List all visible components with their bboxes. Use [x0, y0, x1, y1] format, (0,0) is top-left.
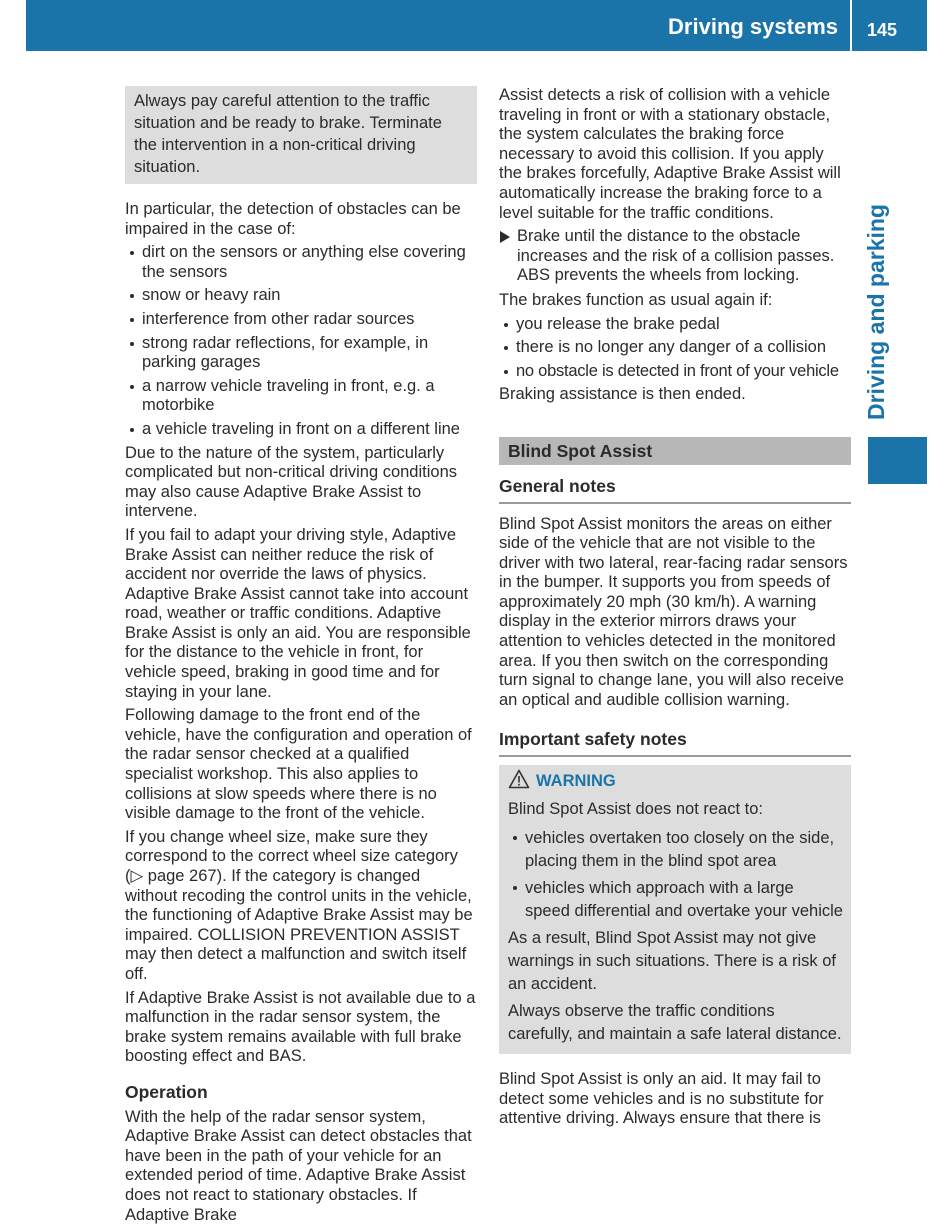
- closing-text: Blind Spot Assist is only an aid. It may fail to detect some vehicles and is no substitute for attentive driving. Always ensure that there is: [499, 1070, 824, 1128]
- bullet-icon: [130, 294, 134, 298]
- instruction-step: Brake until the distance to the obstacle increases and the risk of a collision passes. ABS prevents the wheels from locking.: [499, 227, 851, 286]
- general-notes-heading: General notes: [499, 477, 851, 504]
- paragraph: If you fail to adapt your driving style, Adaptive Brake Assist can neither reduce the risk of accident nor override the laws of physics. Adaptive Brake Assist cannot take into account road, weather or traffic conditions. Adaptive Brake Assist is only an aid. You are responsible for the distance to the vehicle in front, for vehicle speed, braking in good time and for staying in your lane.: [125, 525, 471, 701]
- list-item: vehicles which approach with a large speed differential and overtake your vehicle: [508, 877, 843, 923]
- detection-intro: In particular, the detection of obstacles can be impaired in the case of:: [125, 200, 461, 238]
- warning-paragraph: Always observe the traffic conditions carefully, and maintain a safe lateral distance.: [508, 1002, 842, 1044]
- bullet-icon: [513, 836, 517, 840]
- notice-box: Always pay careful attention to the traffic situation and be ready to brake. Terminate the intervention in a non-critical driving situation.: [125, 86, 477, 184]
- warning-list: [508, 827, 843, 923]
- list-item: a narrow vehicle traveling in front, e.g. a motorbike: [125, 377, 477, 416]
- warning-label: WARNING: [536, 772, 616, 791]
- list-item: a vehicle traveling in front on a different line: [125, 420, 477, 440]
- bullet-icon: [130, 251, 134, 255]
- bullet-icon: [504, 346, 508, 350]
- paragraph: If you change wheel size, make sure they correspond to the correct wheel size category (▷ page 267). If the category is changed without recoding the control units in the vehicle, the functioning of Adaptive Brake Assist may be impaired. COLLISION PREVENTION ASSIST may then detect a malfunction and switch itself off.: [125, 827, 473, 983]
- brakes-list: [499, 315, 851, 382]
- step-arrow-icon: [500, 231, 510, 243]
- list-item: interference from other radar sources: [125, 310, 477, 330]
- chapter-tab-label: Driving and parking: [863, 204, 889, 420]
- bullet-icon: [504, 370, 508, 374]
- braking-ended: Braking assistance is then ended.: [499, 385, 746, 404]
- chapter-tab-marker: [868, 437, 927, 484]
- list-item: you release the brake pedal: [499, 315, 851, 335]
- paragraph: If Adaptive Brake Assist is not available due to a malfunction in the radar sensor system, the brake system remains available with full brake boosting effect and BAS.: [125, 988, 476, 1066]
- warning-triangle-icon: [508, 769, 530, 789]
- bullet-icon: [513, 886, 517, 890]
- section-title-header: Driving systems: [668, 14, 838, 39]
- bullet-icon: [130, 385, 134, 389]
- warning-paragraph: As a result, Blind Spot Assist may not give warnings in such situations. There is a risk of an accident.: [508, 929, 837, 994]
- general-notes-text: Blind Spot Assist monitors the areas on either side of the vehicle that are not visible to the driver with two lateral, rear-facing radar sensors in the bumper. It supports you from speeds of approximately 20 mph (30 km/h). A warning display in the exterior mirrors draws your attention to vehicles detected in the monitored area. If you then switch on the corresponding turn signal to change lane, you will also receive an optical and audible collision warning.: [499, 514, 848, 709]
- warning-box: [499, 765, 851, 1054]
- safety-notes-heading: Important safety notes: [499, 730, 851, 757]
- left-column: [125, 86, 477, 1229]
- bullet-icon: [504, 323, 508, 327]
- right-column: [499, 86, 851, 1133]
- bullet-icon: [130, 342, 134, 346]
- list-item: there is no longer any danger of a collision: [499, 338, 851, 358]
- operation-heading: Operation: [125, 1081, 208, 1102]
- paragraph: Due to the nature of the system, particularly complicated but non-critical driving conditions may also cause Adaptive Brake Assist to intervene.: [125, 443, 457, 521]
- paragraph: Following damage to the front end of the vehicle, have the configuration and operation of the radar sensor checked at a qualified specialist workshop. This also applies to collisions at slow speeds where there is no visible damage to the front of the vehicle.: [125, 706, 472, 823]
- list-item: no obstacle is detected in front of your vehicle: [499, 362, 851, 382]
- list-item: snow or heavy rain: [125, 286, 477, 306]
- list-item: dirt on the sensors or anything else covering the sensors: [125, 243, 477, 282]
- detection-list: [125, 243, 477, 439]
- paragraph: Assist detects a risk of collision with a vehicle traveling in front or with a stationary obstacle, the system calculates the braking force necessary to avoid this collision. If you apply the brakes forcefully, Adaptive Brake Assist will automatically increase the braking force to a level suitable for the traffic conditions.: [499, 86, 841, 222]
- list-item: strong radar reflections, for example, in parking garages: [125, 334, 477, 373]
- warning-intro: Blind Spot Assist does not react to:: [508, 800, 763, 819]
- brakes-intro: The brakes function as usual again if:: [499, 290, 773, 309]
- operation-text: With the help of the radar sensor system, Adaptive Brake Assist can detect obstacles that have been in the path of your vehicle for an extended period of time. Adaptive Brake Assist does not react to stationary obstacles. If Adaptive Brake: [125, 1107, 472, 1224]
- bullet-icon: [130, 428, 134, 432]
- warning-header: [508, 769, 843, 793]
- page-number: 145: [866, 20, 898, 40]
- bullet-icon: [130, 318, 134, 322]
- list-item: vehicles overtaken too closely on the side, placing them in the blind spot area: [508, 827, 843, 873]
- section-heading-blind-spot: Blind Spot Assist: [499, 437, 851, 465]
